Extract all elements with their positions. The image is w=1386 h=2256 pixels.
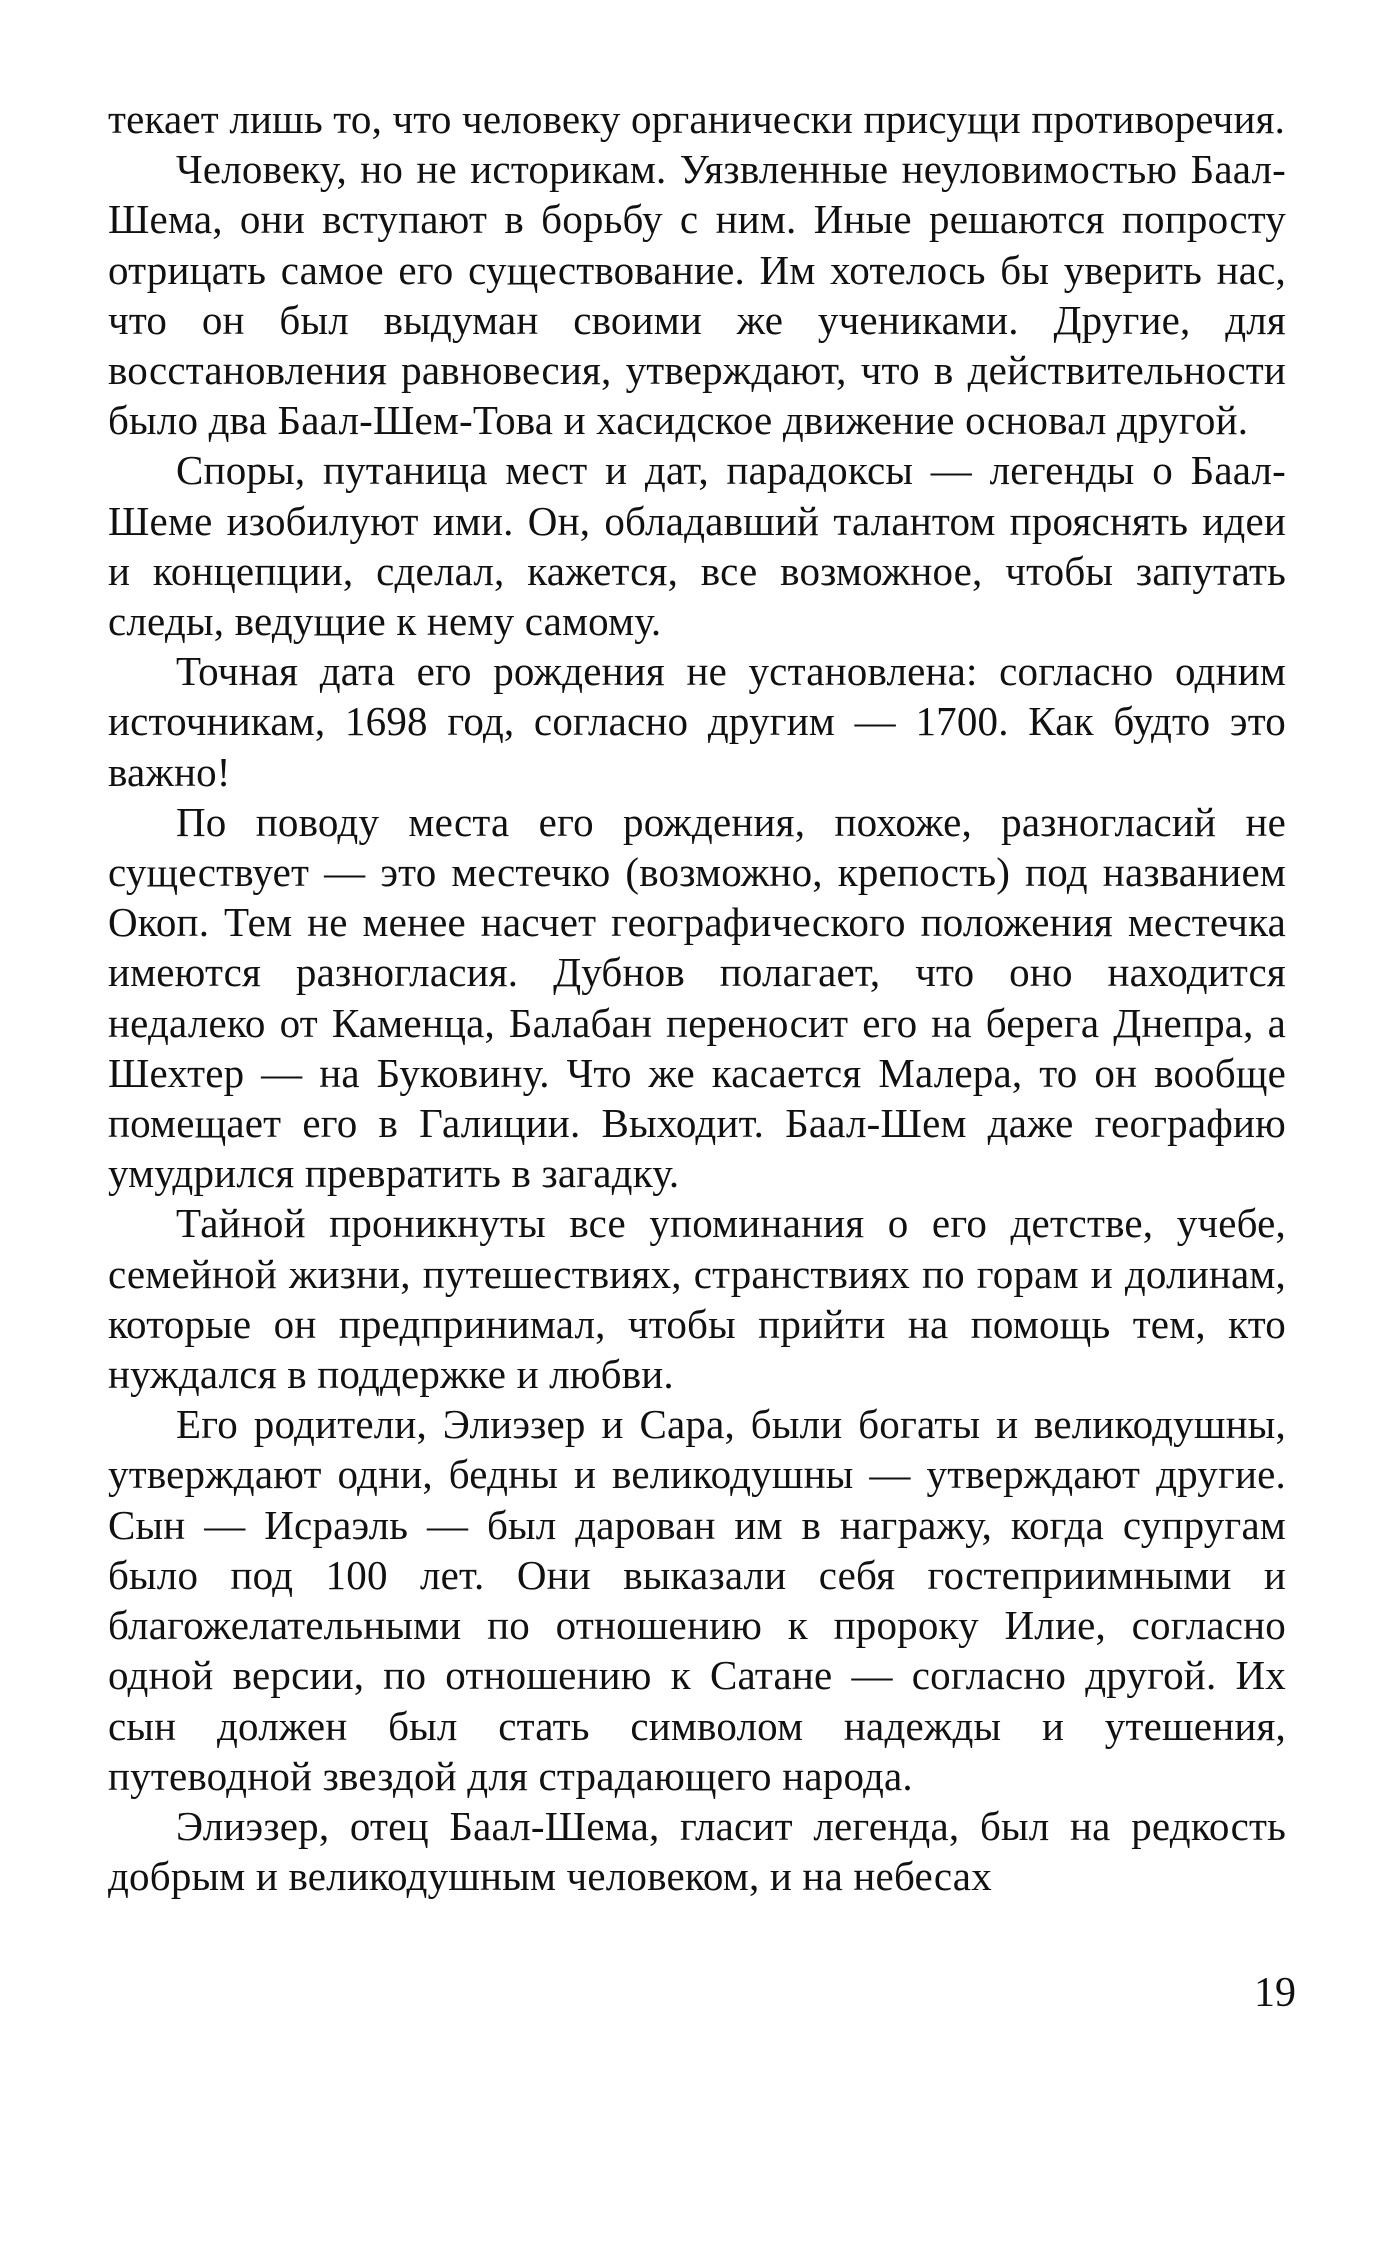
body-text bbox=[108, 94, 1286, 1901]
paragraph: Точная дата его рождения не установлена: согласно одним источникам, 1698 год, согласно другим — 1700. Как будто это важно! bbox=[108, 648, 1286, 795]
paragraph: Человеку, но не историкам. Уязвленные неуловимостью Баал-Шема, они вступают в борьбу с ним. Иные решаются попросту отрицать самое его существование. Им хотелось бы уверить нас, что он был выдуман своими же учениками. Другие, для восстановления равновесия, утверждают, что в действительности было два Баал-Шем-Това и хасидское движение основал другой. bbox=[108, 146, 1286, 444]
paragraph: Тайной проникнуты все упоминания о его детстве, учебе, семейной жизни, путешествиях, странствиях по горам и долинам, которые он предпринимал, чтобы прийти на помощь тем, кто нуждался в поддержке и любви. bbox=[108, 1200, 1286, 1398]
paragraph-continuation: текает лишь то, что человеку органически присущи противоречия. bbox=[108, 96, 1286, 142]
paragraph: Его родители, Элиэзер и Сара, были богаты и великодушны, утверждают одни, бедны и великодушны — утверждают другие. Сын — Исраэль — был дарован им в награжу, когда супругам было под 100 лет. Они выказали себя гостеприимными и благожелательными по отношению к пророку Илие, согласно одной версии, по отношению к Сатане — согласно другой. Их сын должен был стать символом надежды и утешения, путеводной звездой для страдающего народа. bbox=[108, 1401, 1286, 1799]
paragraph: Споры, путаница мест и дат, парадоксы — легенды о Баал-Шеме изобилуют ими. Он, обладавший талантом прояснять идеи и концепции, сделал, кажется, все возможное, чтобы запутать следы, ведущие к нему самому. bbox=[108, 447, 1286, 645]
page-number: 19 bbox=[1254, 1970, 1296, 2016]
paragraph: По поводу места его рождения, похоже, разногласий не существует — это местечко (возможно, крепость) под названием Окоп. Тем не менее насчет географического положения местечка имеются разногласия. Дубнов полагает, что оно находится недалеко от Каменца, Балабан переносит его на берега Днепра, а Шехтер — на Буковину. Что же касается Малера, то он вообще помещает его в Галиции. Выходит. Баал-Шем даже географию умудрился превратить в загадку. bbox=[108, 798, 1286, 1197]
paragraph: Элиэзер, отец Баал-Шема, гласит легенда, был на редкость добрым и великодушным человеком, и на небесах bbox=[108, 1802, 1286, 1900]
